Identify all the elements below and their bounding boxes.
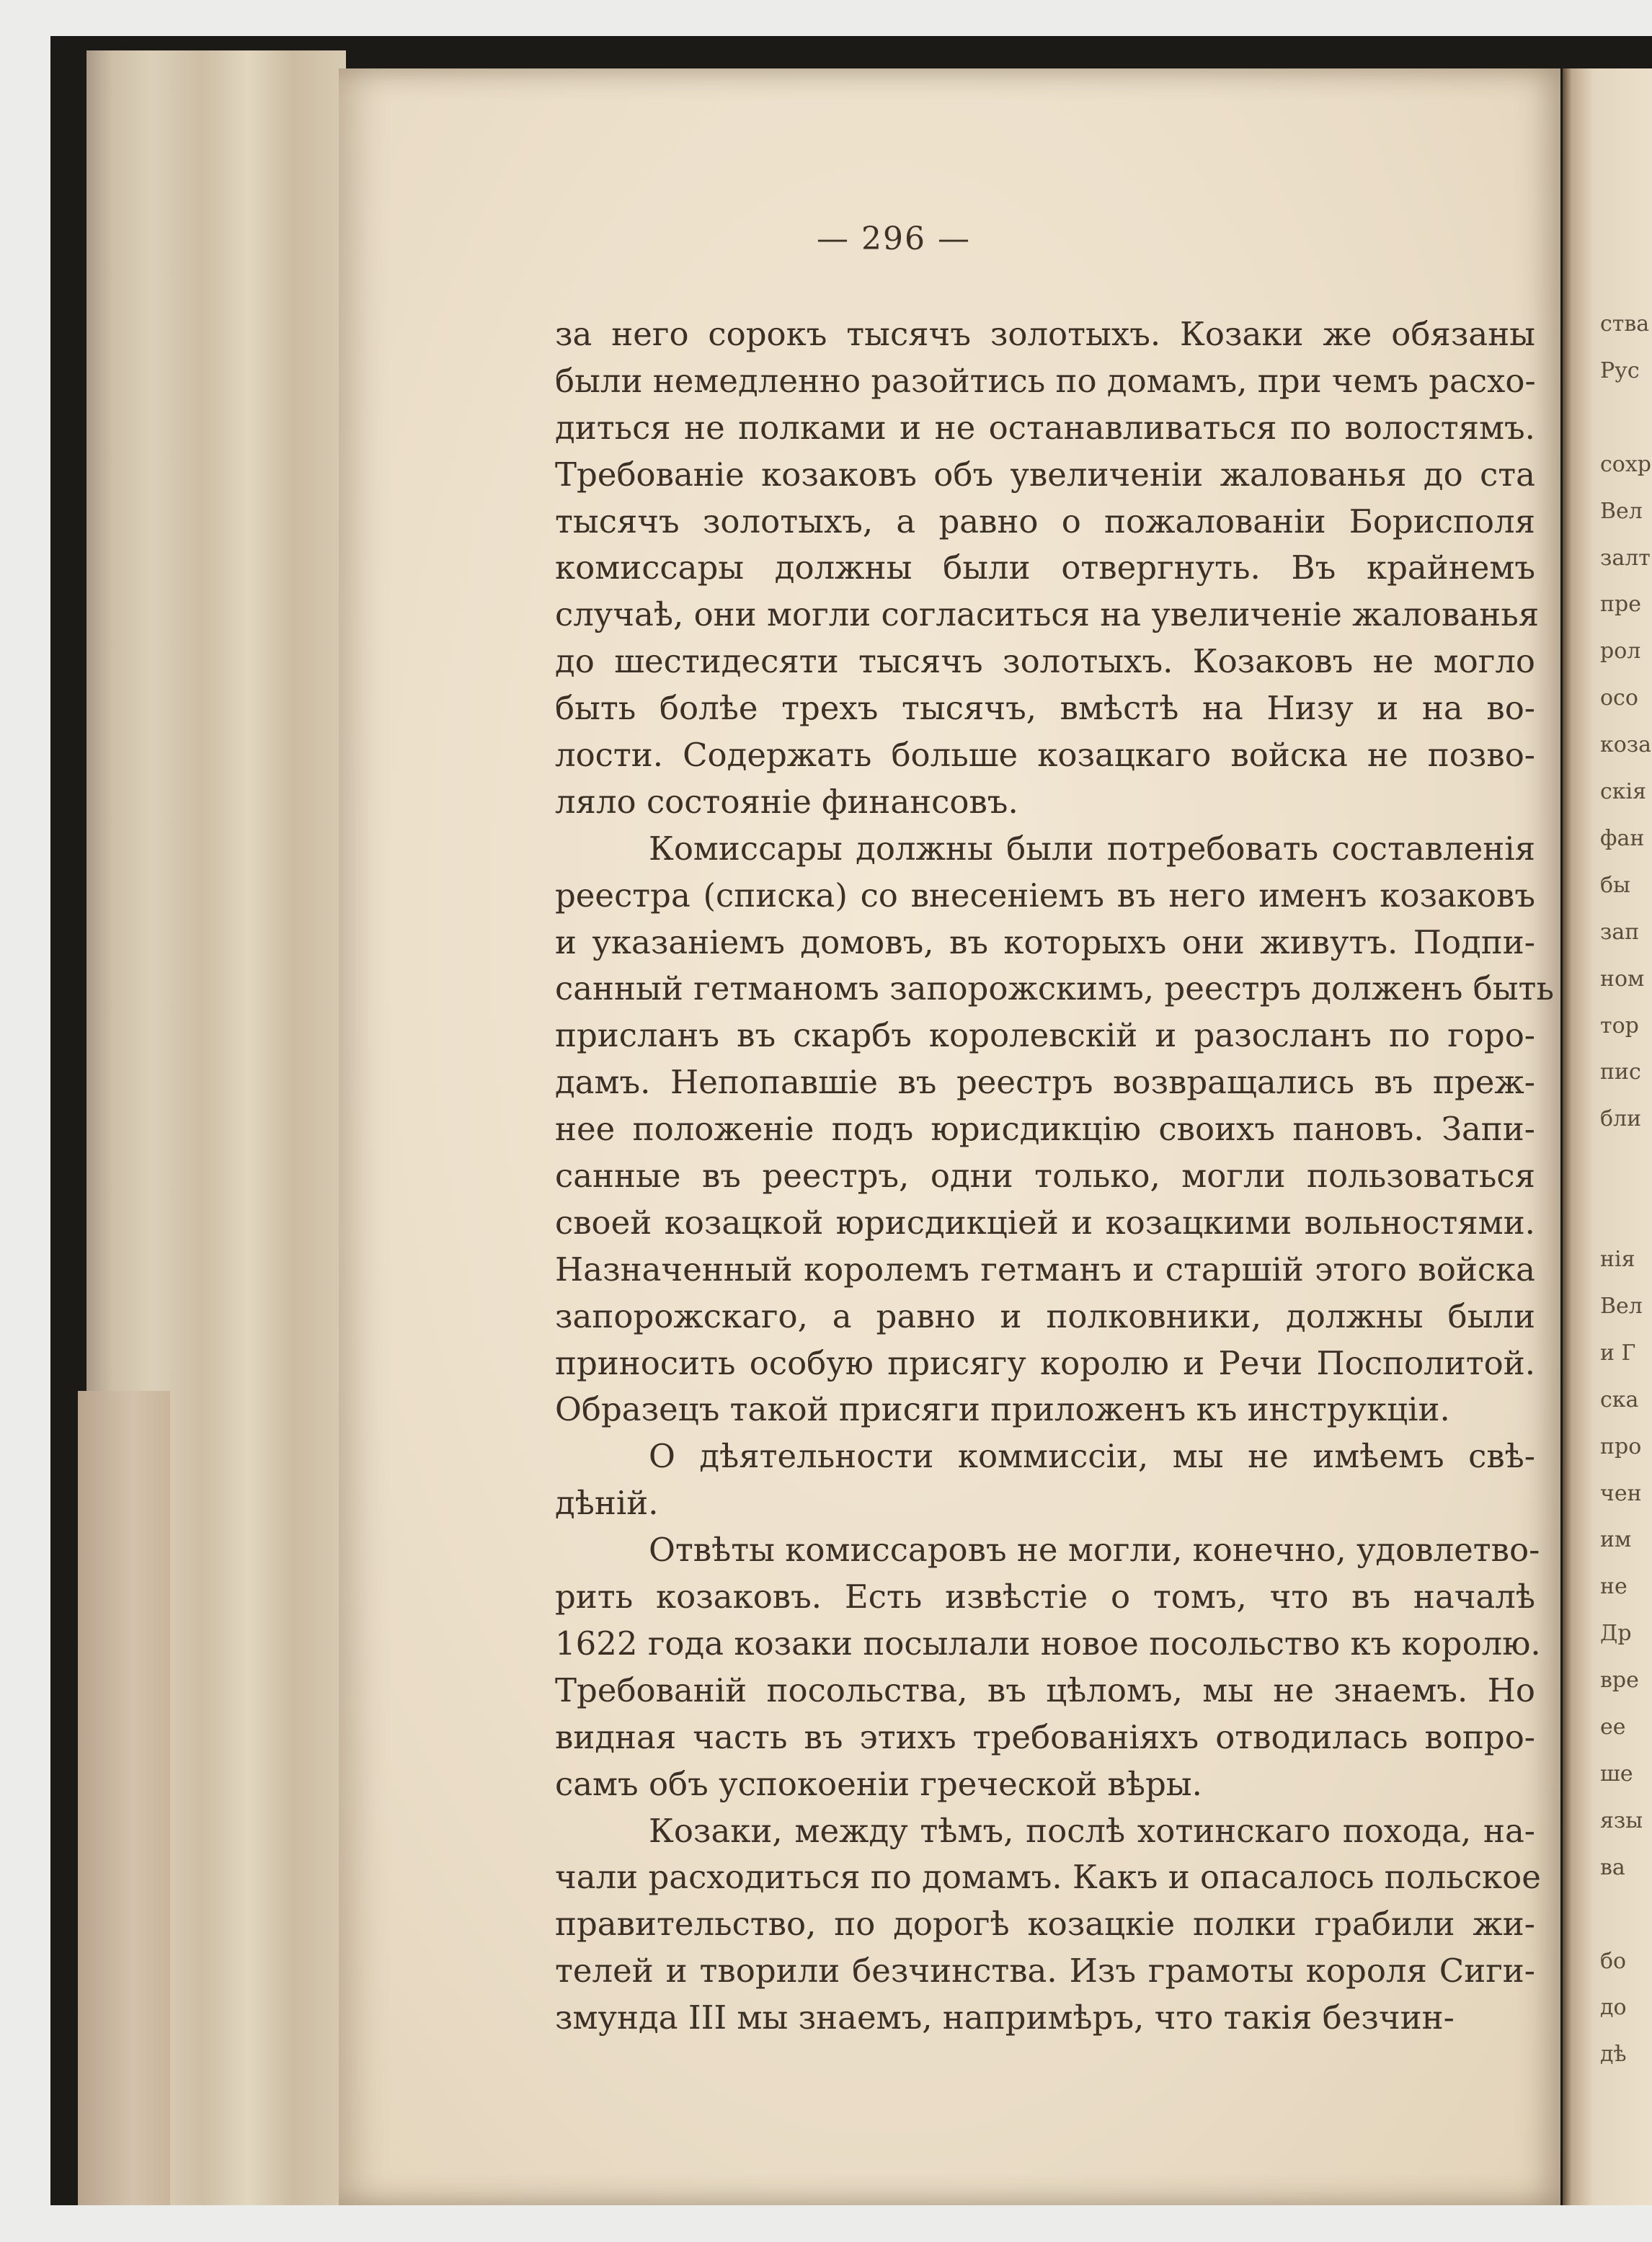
facing-page-text-fragment: Др — [1600, 1621, 1632, 1647]
text-line: ляло состояніе финансовъ. — [555, 782, 1018, 821]
text-line: за него сорокъ тысячъ золотыхъ. Козаки же обязаны — [555, 315, 1535, 353]
text-line: чали расходиться по домамъ. Какъ и опасалось польское — [555, 1858, 1541, 1897]
text-line: дамъ. Непопавшіе въ реестръ возвращались въ преж- — [555, 1063, 1535, 1102]
facing-page-text-fragment: бы — [1600, 872, 1630, 898]
text-line: своей козацкой юрисдикціей и козацкими вольностями. — [555, 1203, 1535, 1242]
text-line: Образецъ такой присяги приложенъ къ инструкціи. — [555, 1390, 1450, 1429]
facing-page-text-fragment: коза — [1600, 732, 1652, 758]
text-line: рить козаковъ. Есть извѣстіе о томъ, что въ началѣ — [555, 1578, 1535, 1616]
facing-page-text-fragment: тор — [1600, 1013, 1639, 1038]
text-line: Козаки, между тѣмъ, послѣ хотинскаго похода, на- — [649, 1811, 1535, 1850]
text-line: тысячъ золотыхъ, а равно о пожалованіи Борисполя — [555, 502, 1535, 541]
text-line: дѣній. — [555, 1484, 659, 1523]
facing-page-text-fragment: Вел — [1600, 1293, 1643, 1319]
text-line: случаѣ, они могли согласиться на увеличеніе жалованья — [555, 595, 1540, 634]
facing-page-text-fragment: ном — [1600, 966, 1645, 992]
facing-page-text-fragment: скія — [1600, 779, 1647, 804]
text-line: диться не полками и не останавливаться по волостямъ. — [555, 408, 1535, 447]
facing-page-text-fragment: Рус — [1600, 357, 1640, 383]
text-line: присланъ въ скарбъ королевскій и разосланъ по горо- — [555, 1016, 1535, 1055]
text-line: реестра (списка) со внесеніемъ въ него именъ козаковъ — [555, 876, 1535, 915]
facing-page-fragment — [1563, 68, 1652, 2205]
text-line: Комиссары должны были потребовать составленія — [649, 829, 1535, 868]
facing-page-text-fragment: не — [1600, 1574, 1627, 1600]
text-line: лости. Содержать больше козацкаго войска не позво- — [555, 736, 1535, 775]
facing-page-text-fragment: им — [1600, 1527, 1632, 1553]
text-line: Отвѣты комиссаровъ не могли, конечно, удовлетво- — [649, 1531, 1540, 1570]
facing-page-text-fragment: про — [1600, 1433, 1642, 1459]
facing-page-text-fragment: бли — [1600, 1106, 1642, 1132]
text-line: нее положеніе подъ юрисдикцію своихъ пановъ. Запи- — [555, 1110, 1535, 1149]
text-line: и указаніемъ домовъ, въ которыхъ они живутъ. Подпи- — [555, 922, 1535, 961]
text-line: санный гетманомъ запорожскимъ, реестръ долженъ быть — [555, 969, 1554, 1008]
facing-page-text-fragment: язы — [1600, 1807, 1643, 1833]
text-line: приносить особую присягу королю и Речи Посполитой. — [555, 1343, 1535, 1382]
text-line: самъ объ успокоеніи греческой вѣры. — [555, 1764, 1202, 1803]
page-number: — 296 — — [817, 221, 971, 257]
facing-page-text-fragment: до — [1600, 1995, 1627, 2021]
text-line: Требованіе козаковъ объ увеличеніи жалованья до ста — [555, 455, 1535, 494]
facing-page-text-fragment: нія — [1600, 1247, 1635, 1272]
text-line: запорожскаго, а равно и полковники, должны были — [555, 1296, 1535, 1335]
facing-page-text-fragment: вре — [1600, 1668, 1639, 1694]
facing-page-text-fragment: ее — [1600, 1714, 1626, 1740]
facing-page-text-fragment: сохр — [1600, 451, 1651, 477]
facing-page-text-fragment: дѣ — [1600, 2042, 1627, 2068]
facing-page-text-fragment: ства — [1600, 311, 1650, 337]
facing-page-text-fragment: и Г — [1600, 1340, 1636, 1366]
text-line: Назначенный королемъ гетманъ и старшій этого войска — [555, 1250, 1535, 1289]
facing-page-text-fragment: чен — [1600, 1480, 1642, 1506]
facing-page-text-fragment: рол — [1600, 639, 1641, 664]
facing-page-text-fragment: осо — [1600, 685, 1638, 711]
facing-page-text-fragment: ва — [1600, 1854, 1625, 1880]
facing-page-text-fragment: пис — [1600, 1059, 1641, 1085]
text-line: 1622 года козаки посылали новое посольство къ королю. — [555, 1624, 1541, 1663]
facing-page-text-fragment: бо — [1600, 1948, 1627, 1974]
text-line: О дѣятельности коммиссіи, мы не имѣемъ свѣ- — [649, 1437, 1535, 1476]
text-line: комиссары должны были отвергнуть. Въ крайнемъ — [555, 548, 1535, 587]
text-line: санные въ реестръ, одни только, могли пользоваться — [555, 1157, 1535, 1196]
text-line: змунда III мы знаемъ, напримѣръ, что такія безчин- — [555, 1998, 1455, 2037]
text-line: телей и творили безчинства. Изъ грамоты короля Сиги- — [555, 1952, 1535, 1990]
facing-page-text-fragment: ше — [1600, 1761, 1633, 1787]
facing-page-text-fragment: пре — [1600, 592, 1641, 618]
text-line: до шестидесяти тысячъ золотыхъ. Козаковъ не могло — [555, 642, 1535, 681]
text-line: были немедленно разойтись по домамъ, при чемъ расхо- — [555, 361, 1536, 400]
text-line: видная часть въ этихъ требованіяхъ отводилась вопро- — [555, 1717, 1535, 1756]
facing-page-text-fragment: фан — [1600, 825, 1645, 851]
page-text-block — [555, 311, 1554, 2042]
book-edge-stripe — [78, 1391, 170, 2205]
text-line: правительство, по дорогѣ козацкіе полки грабили жи- — [555, 1905, 1535, 1944]
facing-page-text-fragment: ска — [1600, 1387, 1639, 1413]
text-line: быть болѣе трехъ тысячъ, вмѣстѣ на Низу и на во- — [555, 689, 1535, 728]
facing-page-text-fragment: Вел — [1600, 498, 1643, 524]
text-line: Требованій посольства, въ цѣломъ, мы не знаемъ. Но — [555, 1671, 1535, 1709]
facing-page-text-fragment: залт — [1600, 545, 1651, 571]
facing-page-text-fragment: зап — [1600, 919, 1640, 945]
